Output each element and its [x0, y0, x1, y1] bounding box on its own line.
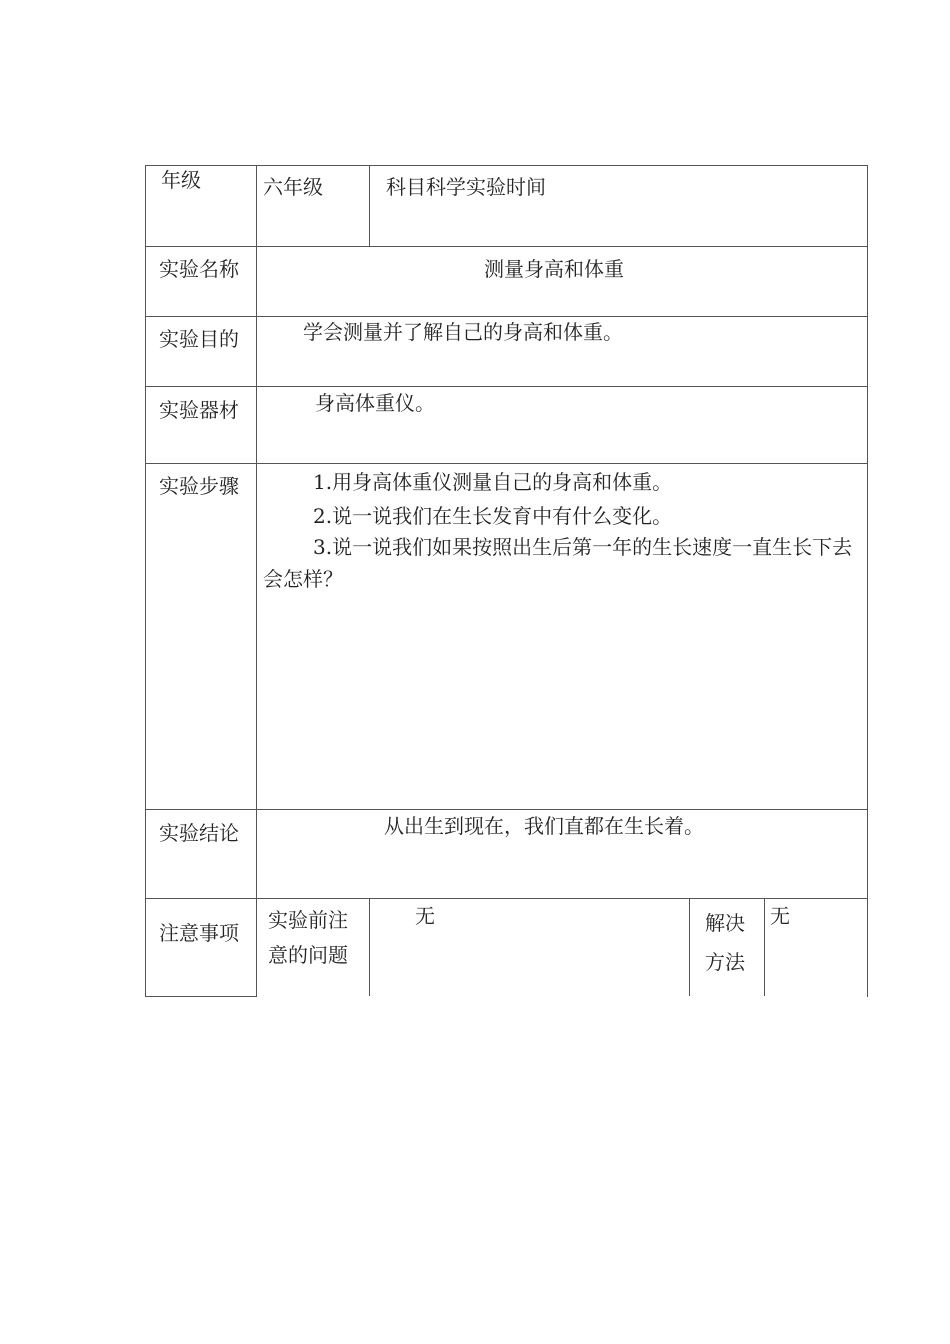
step-item: 2.说一说我们在生长发育中有什么变化。	[313, 504, 673, 528]
experiment-materials-value: 身高体重仪。	[315, 391, 435, 415]
pre-issue-label: 实验前注	[268, 908, 348, 932]
experiment-purpose-value: 学会测量并了解自己的身高和体重。	[303, 320, 623, 344]
experiment-name-value: 测量身高和体重	[484, 257, 624, 281]
experiment-purpose-label: 实验目的	[159, 327, 239, 351]
row-divider	[145, 386, 868, 387]
row-divider	[145, 316, 868, 317]
table-border-bottom	[145, 996, 257, 997]
experiment-steps-label: 实验步骤	[159, 474, 239, 498]
notes-cell-divider	[689, 898, 690, 996]
experiment-conclusion-value: 从出生到现在，我们直都在生长着。	[384, 814, 704, 838]
grade-cell-divider	[369, 165, 370, 246]
label-column-divider	[256, 165, 257, 997]
grade-value: 六年级	[263, 175, 323, 199]
row-divider	[145, 463, 868, 464]
table-border-right	[867, 165, 868, 997]
pre-issue-value: 无	[415, 904, 435, 928]
solution-label: 解决	[705, 911, 745, 935]
notes-cell-divider	[369, 898, 370, 996]
experiment-name-label: 实验名称	[159, 257, 239, 281]
solution-value: 无	[770, 904, 790, 928]
experiment-materials-label: 实验器材	[159, 398, 239, 422]
row-divider	[145, 809, 868, 810]
grade-label: 年级	[161, 168, 201, 192]
table-border-left	[145, 165, 146, 997]
step-item: 1.用身高体重仪测量自己的身高和体重。	[313, 470, 673, 494]
solution-label: 方法	[705, 950, 745, 974]
pre-issue-label: 意的问题	[268, 943, 348, 967]
table-border-top	[145, 165, 868, 166]
subject-time-label: 科目科学实验时间	[386, 175, 546, 199]
row-divider	[145, 246, 868, 247]
row-divider	[145, 898, 868, 899]
experiment-conclusion-label: 实验结论	[159, 821, 239, 845]
notes-label: 注意事项	[159, 921, 239, 945]
step-item: 3.说一说我们如果按照出生后第一年的生长速度一直生长下去会怎样？	[263, 535, 853, 591]
notes-cell-divider	[764, 898, 765, 996]
